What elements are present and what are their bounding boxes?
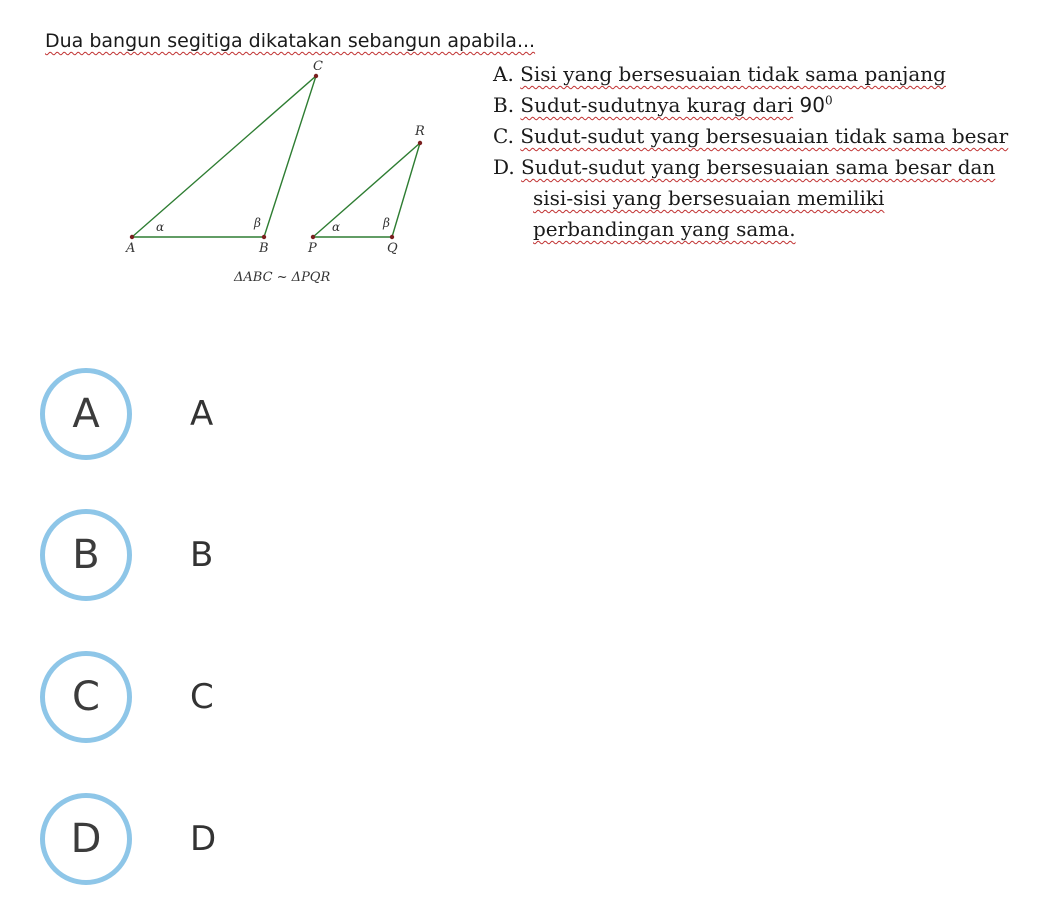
answer-c-radio[interactable]: C	[40, 651, 132, 743]
option-c-letter: C.	[493, 124, 514, 148]
triangle-pqr	[313, 143, 420, 237]
answer-d-label: D	[190, 819, 217, 859]
answer-a-radio[interactable]: A	[40, 368, 132, 460]
point-c	[314, 74, 318, 78]
triangle-abc	[132, 76, 316, 237]
answer-choice-a[interactable]	[40, 364, 600, 464]
option-b-text: Sudut-sudutnya kurag dari	[520, 93, 794, 117]
label-b: B	[259, 241, 269, 256]
label-r: R	[415, 124, 425, 139]
option-d-line3: perbandingan yang sama.	[533, 217, 796, 241]
similarity-caption: ΔABC ~ ΔPQR	[234, 270, 331, 285]
point-b	[262, 235, 266, 239]
angle-alpha-abc: α	[156, 220, 165, 234]
option-d-line1: Sudut-sudut yang bersesuaian sama besar dan	[521, 155, 996, 179]
option-d-line2: sisi-sisi yang bersesuaian memiliki	[533, 186, 885, 210]
similar-triangles-figure	[110, 55, 460, 295]
label-a: A	[126, 241, 136, 256]
option-c-text: Sudut-sudut yang bersesuaian tidak sama besar	[520, 124, 1009, 148]
label-p: P	[308, 241, 317, 256]
angle-alpha-pqr: α	[332, 220, 341, 234]
answer-b-label: B	[190, 535, 214, 575]
answer-d-radio[interactable]: D	[40, 793, 132, 885]
option-b	[493, 93, 833, 117]
answer-a-label: A	[190, 394, 214, 434]
option-a-text: Sisi yang bersesuaian tidak sama panjang	[520, 62, 946, 86]
option-d-line3-row	[533, 217, 796, 241]
option-a-letter: A.	[493, 62, 514, 86]
answer-c-label: C	[190, 677, 214, 717]
option-b-value: 90	[799, 93, 825, 117]
answer-b-radio[interactable]: B	[40, 509, 132, 601]
option-d-letter: D.	[493, 155, 515, 179]
label-q: Q	[387, 241, 398, 256]
question-text: Dua bangun segitiga dikatakan sebangun apabila...	[45, 30, 536, 52]
answer-choice-c[interactable]	[40, 647, 600, 747]
point-q	[390, 235, 394, 239]
answer-choice-d[interactable]	[40, 789, 600, 889]
point-a	[130, 235, 134, 239]
option-b-letter: B.	[493, 93, 515, 117]
point-r	[418, 141, 422, 145]
point-p	[311, 235, 315, 239]
answer-choice-b[interactable]	[40, 505, 600, 605]
option-a	[493, 62, 946, 86]
label-c: C	[313, 59, 323, 74]
option-d-line2-row	[533, 186, 884, 210]
angle-beta-abc: β	[254, 216, 261, 230]
option-c	[493, 124, 1008, 148]
angle-beta-pqr: β	[383, 216, 390, 230]
option-d	[493, 155, 995, 179]
option-b-superscript: 0	[824, 93, 833, 108]
